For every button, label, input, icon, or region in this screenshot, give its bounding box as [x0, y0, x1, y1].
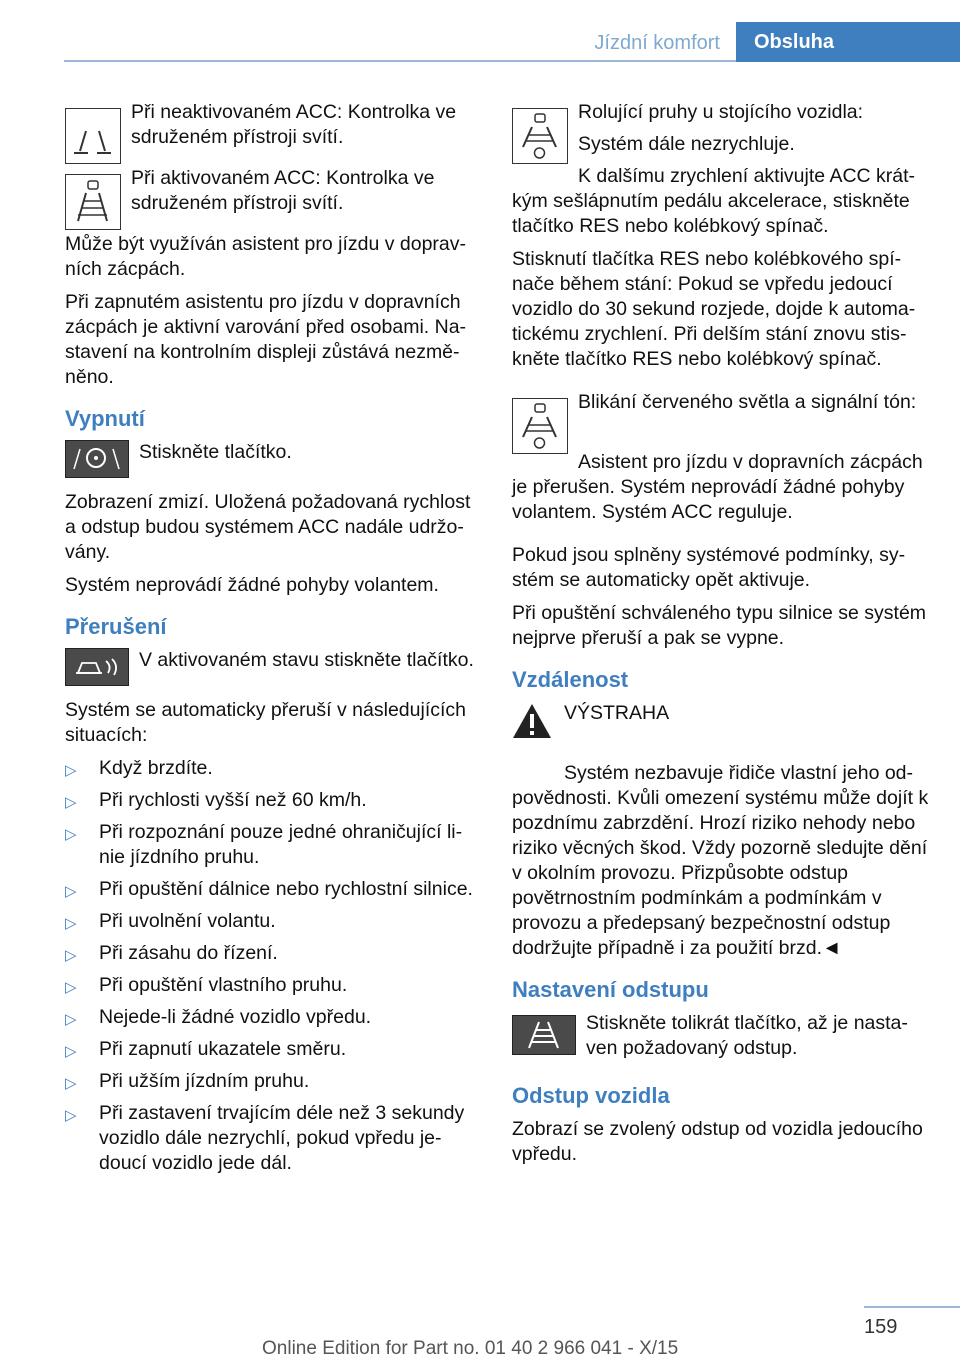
paragraph: Stisknutí tlačítka RES nebo kolébkového spínače během stání: Pokud se vpředu jedoucí vozidlo do 30 sekund rozjede, dojde k automatickému zrychlení. Při delším stání znovu stiskněte tlačítko RES nebo kolébkový spínač.: [512, 248, 916, 370]
warning-triangle-icon: [512, 703, 552, 739]
distance-setting-row: [512, 1011, 930, 1067]
preruseni-text: V aktivovaném stavu stiskněte tlačítko.: [139, 649, 474, 671]
bullet-triangle-icon: ▷: [65, 915, 77, 932]
paragraph: Může být využíván asistent pro jízdu v dopravních zácpách.: [65, 233, 467, 280]
list-item: ▷ Při užším jízdním pruhu.: [65, 1069, 481, 1094]
heading-vypnuti: Vypnutí: [65, 406, 145, 431]
right-column: [512, 100, 930, 1175]
indicator-inactive-row: [65, 100, 481, 156]
list-item: ▷ Když brzdíte.: [65, 756, 481, 781]
warning-row: [512, 701, 930, 757]
distance-button-icon: [512, 1015, 576, 1055]
red-light-row: [512, 390, 930, 446]
list-item: ▷ Při rozpoznání pouze jedné ohraničující linie jízdního pruhu.: [65, 821, 463, 868]
rolling-lanes-title: Rolující pruhy u stojícího vozidla:: [578, 101, 864, 123]
header-rule: [64, 60, 736, 62]
indicator-active-row: [65, 166, 481, 222]
paragraph: Zobrazí se zvolený odstup od vozidla jedoucího vpředu.: [512, 1118, 923, 1165]
lane-assist-active-icon: [65, 174, 121, 230]
lane-lines-inactive-icon: [65, 108, 121, 164]
section-tab: Obsluha: [736, 22, 960, 62]
bullet-triangle-icon: ▷: [65, 1043, 77, 1060]
list-item: ▷ Při zásahu do řízení.: [65, 941, 481, 966]
warning-text: Systém nezbavuje řidiče vlastní jeho odpovědnosti. Kvůli omezení systému může dojít k pozdnímu zabrzdění. Hrozí riziko nehody nebo riziko věcných škod. Vždy pozorně sledujte dění v okolním provozu. Přizpůsobte odstup povětrnostním podmínkám a podmínkám v provozu a předepsaný bezpečnostní odstup dodržujte případně i za použití brzd.◄: [512, 762, 929, 959]
red-light-title: Blikání červeného světla a signální tón:: [578, 391, 917, 413]
paragraph: Zobrazení zmizí. Uložená požadovaná rychlost a odstup budou systémem ACC nadále udržovány.: [65, 491, 471, 563]
paragraph: Při opuštění schváleného typu silnice se systém nejprve přeruší a pak se vypne.: [512, 602, 927, 649]
list-item: ▷ Při opuštění dálnice nebo rychlostní silnice.: [65, 877, 481, 902]
paragraph: K dalšímu zrychlení aktivujte ACC krátkým sešlápnutím pedálu akcelerace, stiskněte tlačítko RES nebo kolébkový spínač.: [512, 165, 916, 237]
paragraph: Při zapnutém asistentu pro jízdu v dopravních zácpách je aktivní varování před osobami. Nastavení na kontrolním displeji zůstává nezměněno.: [65, 291, 467, 388]
interrupt-conditions-list: [65, 756, 481, 1176]
warning-title: VÝSTRAHA: [564, 702, 670, 724]
bullet-triangle-icon: ▷: [65, 826, 77, 843]
lane-departure-button-icon: [65, 648, 129, 686]
vypnuti-text: Stiskněte tlačítko.: [139, 441, 292, 463]
indicator-inactive-text: Při neaktivovaném ACC: Kontrolka ve sdruženém přístroji svítí.: [131, 101, 457, 148]
list-item: ▷ Nejede-li žádné vozidlo vpředu.: [65, 1005, 481, 1030]
left-column: [65, 100, 481, 1183]
list-item: ▷ Při opuštění vlastního pruhu.: [65, 973, 481, 998]
list-item: ▷ Při rychlosti vyšší než 60 km/h.: [65, 788, 481, 813]
chapter-title: Jízdní komfort: [594, 32, 720, 54]
indicator-active-text: Při aktivovaném ACC: Kontrolka ve sdruženém přístroji svítí.: [131, 167, 435, 214]
bullet-triangle-icon: ▷: [65, 1107, 77, 1124]
lane-assist-standing-icon: [512, 108, 568, 164]
bullet-triangle-icon: ▷: [65, 794, 77, 811]
steering-assist-button-icon: [65, 440, 129, 478]
bullet-triangle-icon: ▷: [65, 883, 77, 900]
page-header: [0, 0, 960, 62]
list-item: ▷ Při zapnutí ukazatele směru.: [65, 1037, 481, 1062]
list-item: ▷ Při zastavení trvajícím déle než 3 sekundy vozidlo dále nezrychlí, pokud vpředu jedoucí vozidlo jede dál.: [65, 1102, 465, 1174]
list-item: ▷ Při uvolnění volantu.: [65, 909, 481, 934]
bullet-triangle-icon: ▷: [65, 947, 77, 964]
lane-assist-warning-icon: [512, 398, 568, 454]
heading-vzdalenost: Vzdálenost: [512, 667, 629, 692]
vypnuti-row: [65, 440, 481, 480]
bullet-triangle-icon: ▷: [65, 762, 77, 779]
page-number: 159: [864, 1316, 898, 1338]
rolling-lanes-row: [512, 100, 930, 157]
footer-rule: [864, 1306, 960, 1308]
paragraph: Pokud jsou splněny systémové podmínky, systém se automaticky opět aktivuje.: [512, 544, 906, 591]
heading-nastaveni-odstupu: Nastavení odstupu: [512, 977, 709, 1002]
bullet-triangle-icon: ▷: [65, 979, 77, 996]
paragraph: Systém neprovádí žádné pohyby volantem.: [65, 574, 439, 596]
heading-preruseni: Přerušení: [65, 614, 167, 639]
bullet-triangle-icon: ▷: [65, 1075, 77, 1092]
preruseni-row: [65, 648, 481, 688]
paragraph: Systém se automaticky přeruší v následujících situacích:: [65, 699, 466, 746]
heading-odstup-vozidla: Odstup vozidla: [512, 1083, 670, 1108]
rolling-lanes-status: Systém dále nezrychluje.: [578, 133, 795, 155]
distance-setting-text: Stiskněte tolikrát tlačítko, až je nastaven požadovaný odstup.: [586, 1012, 908, 1059]
paragraph: Asistent pro jízdu v dopravních zácpách je přerušen. Systém neprovádí žádné pohyby volantem. Systém ACC reguluje.: [512, 451, 923, 523]
bullet-triangle-icon: ▷: [65, 1011, 77, 1028]
edition-footer: Online Edition for Part no. 01 40 2 966 041 - X/15: [262, 1338, 679, 1359]
